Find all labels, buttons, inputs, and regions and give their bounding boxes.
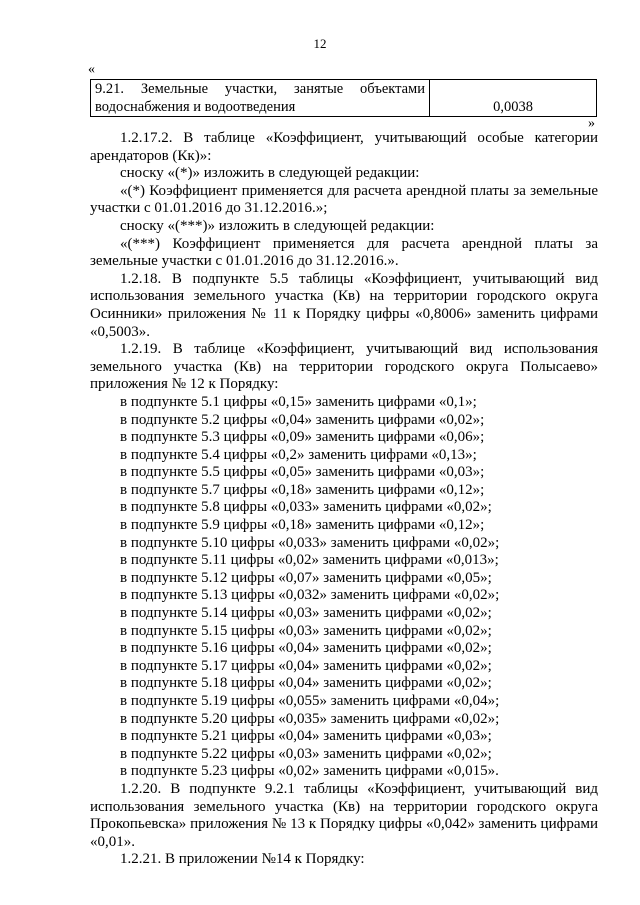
list-item: в подпункте 5.7 цифры «0,18» заменить цифрами «0,12»; — [120, 481, 485, 498]
list-item: в подпункте 5.16 цифры «0,04» заменить цифрами «0,02»; — [120, 640, 492, 657]
list-item: в подпункте 5.13 цифры «0,032» заменить цифрами «0,02»; — [120, 587, 500, 604]
list-item: в подпункте 5.21 цифры «0,04» заменить цифрами «0,03»; — [120, 728, 492, 745]
quote-open-mark: « — [88, 62, 95, 77]
paragraph-1-2-17-2: 1.2.17.2. В таблице «Коэффициент, учитывающий особые категории арендаторов (Кк)»: — [90, 130, 598, 164]
subitem-list — [90, 394, 598, 781]
list-item: в подпункте 5.15 цифры «0,03» заменить цифрами «0,02»; — [120, 622, 492, 639]
list-item: в подпункте 5.17 цифры «0,04» заменить цифрами «0,02»; — [120, 657, 492, 674]
amendment-table — [90, 79, 597, 117]
footnote-text-1: «(*) Коэффициент применяется для расчета арендной платы за земельные участки с 01.01.2016 до 31.12.2016.»; — [90, 182, 598, 217]
footnote-instruction-1: сноску «(*)» изложить в следующей редакции: — [120, 165, 420, 182]
quote-close-mark: » — [588, 116, 595, 131]
list-item: в подпункте 5.4 цифры «0,2» заменить цифрами «0,13»; — [120, 446, 477, 463]
list-item: в подпункте 5.9 цифры «0,18» заменить цифрами «0,12»; — [120, 517, 485, 534]
list-item: в подпункте 5.8 цифры «0,033» заменить цифрами «0,02»; — [120, 499, 492, 516]
page-number: 12 — [313, 36, 327, 51]
list-item: в подпункте 5.18 цифры «0,04» заменить цифрами «0,02»; — [120, 675, 492, 692]
list-item: в подпункте 5.2 цифры «0,04» заменить цифрами «0,02»; — [120, 411, 485, 428]
list-item: в подпункте 5.1 цифры «0,15» заменить цифрами «0,1»; — [120, 393, 477, 410]
list-item: в подпункте 5.20 цифры «0,035» заменить цифрами «0,02»; — [120, 710, 500, 727]
paragraph-1-2-20: 1.2.20. В подпункте 9.2.1 таблицы «Коэффициент, учитывающий вид использования земельного участка (Кв) на территории городского округа Прокопьевска» приложения № 13 к Порядку цифры «0,042» заменить цифрами «0,01». — [90, 780, 598, 850]
table-cell-description: 9.21. Земельные участки, занятые объектами водоснабжения и водоотведения — [91, 80, 430, 117]
paragraph-1-2-19: 1.2.19. В таблице «Коэффициент, учитывающий вид использования земельного участка (Кв) на территории городского округа Полысаево» приложения № 12 к Порядку: — [90, 341, 598, 393]
table-cell-value: 0,0038 — [430, 80, 597, 117]
paragraph-1-2-21: 1.2.21. В приложении №14 к Порядку: — [120, 851, 365, 868]
list-item: в подпункте 5.23 цифры «0,02» заменить цифрами «0,015». — [120, 763, 499, 780]
list-item: в подпункте 5.19 цифры «0,055» заменить цифрами «0,04»; — [120, 693, 500, 709]
table-row — [91, 80, 597, 117]
document-body — [90, 130, 598, 869]
list-item: в подпункте 5.22 цифры «0,03» заменить цифрами «0,02»; — [120, 745, 492, 762]
list-item: в подпункте 5.12 цифры «0,07» заменить цифрами «0,05»; — [120, 569, 492, 586]
list-item: в подпункте 5.11 цифры «0,02» заменить цифрами «0,013»; — [120, 552, 499, 569]
list-item: в подпункте 5.14 цифры «0,03» заменить цифрами «0,02»; — [120, 605, 492, 622]
paragraph-1-2-18: 1.2.18. В подпункте 5.5 таблицы «Коэффициент, учитывающий вид использования земельного участка (Кв) на территории городского округа Осинники» приложения № 11 к Порядку цифры «0,8006» заменить цифрами «0,5003». — [90, 270, 598, 340]
list-item: в подпункте 5.3 цифры «0,09» заменить цифрами «0,06»; — [120, 429, 485, 446]
footnote-text-2: «(***) Коэффициент применяется для расчета арендной платы за земельные участки с 01.01.2016 до 31.12.2016.». — [90, 235, 598, 270]
footnote-instruction-2: сноску «(***)» изложить в следующей редакции: — [120, 217, 435, 234]
list-item: в подпункте 5.10 цифры «0,033» заменить цифрами «0,02»; — [120, 534, 500, 551]
list-item: в подпункте 5.5 цифры «0,05» заменить цифрами «0,03»; — [120, 464, 485, 481]
